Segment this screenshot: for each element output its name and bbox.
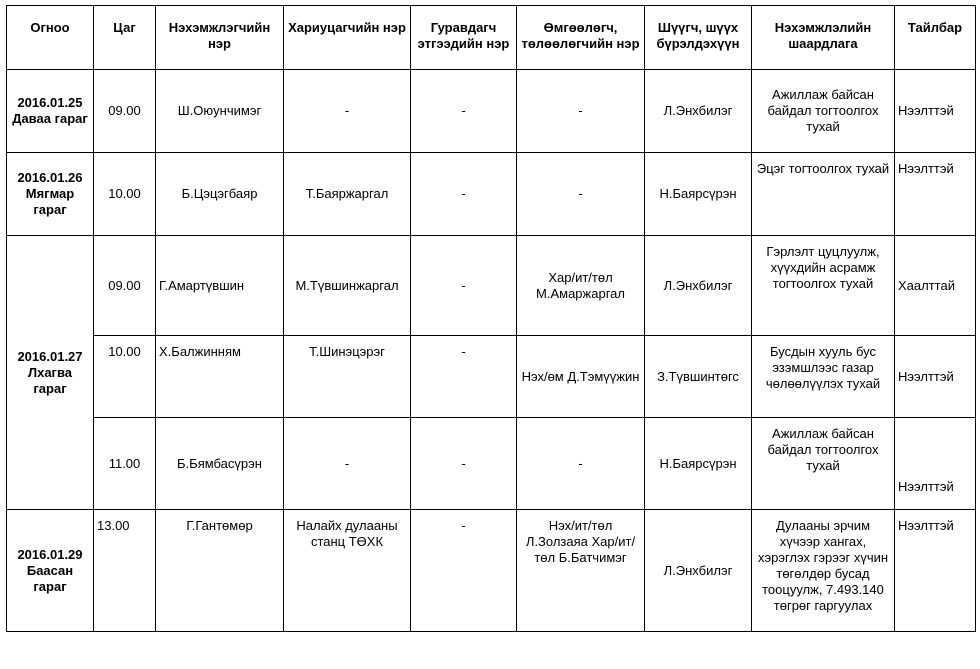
plaintiff-cell: Г.Амартүвшин [156,236,284,336]
header-claim: Нэхэмжлэлийн шаардлага [752,6,895,70]
header-note: Тайлбар [895,6,976,70]
time-cell: 09.00 [94,236,156,336]
header-third-party: Гуравдагч этгээдийн нэр [411,6,517,70]
representative-cell: Нэх/ит/төл Л.Золзаяа Хар/ит/төл Б.Батчимэг [517,510,645,632]
note-cell: Нээлттэй [895,510,976,632]
judge-cell: Л.Энхбилэг [645,510,752,632]
time-cell: 09.00 [94,70,156,153]
claim-cell: Ажиллаж байсан байдал тогтоолгох тухай [752,70,895,153]
note-cell: Нээлттэй [895,418,976,510]
claim-cell: Гэрлэлт цуцлуулж, хүүхдийн асрамж тогтоолгох тухай [752,236,895,336]
defendant-cell: Налайх дулааны станц ТӨХК [284,510,411,632]
table-row [7,510,976,632]
header-date: Огноо [7,6,94,70]
time-cell: 11.00 [94,418,156,510]
claim-cell: Ажиллаж байсан байдал тогтоолгох тухай [752,418,895,510]
note-cell: Хаалттай [895,236,976,336]
plaintiff-cell: Х.Балжинням [156,336,284,418]
claim-cell: Бусдын хууль бус эзэмшлээс газар чөлөөлүүлэх тухай [752,336,895,418]
third-party-cell: - [411,70,517,153]
third-party-cell: - [411,236,517,336]
table-row [7,153,976,236]
date-cell: 2016.01.29 Баасан гараг [7,510,94,632]
plaintiff-cell: Б.Цэцэгбаяр [156,153,284,236]
table-row [7,236,976,336]
claim-cell: Эцэг тогтоолгох тухай [752,153,895,236]
header-judge: Шүүгч, шүүх бүрэлдэхүүн [645,6,752,70]
representative-cell: Нэх/өм Д.Тэмүүжин [517,336,645,418]
plaintiff-cell: Ш.Оюунчимэг [156,70,284,153]
representative-cell: - [517,70,645,153]
judge-cell: Л.Энхбилэг [645,70,752,153]
third-party-cell: - [411,153,517,236]
note-cell: Нээлттэй [895,70,976,153]
table-row [7,418,976,510]
table-row [7,336,976,418]
representative-cell: - [517,418,645,510]
time-cell: 10.00 [94,336,156,418]
defendant-cell: Т.Баяржаргал [284,153,411,236]
judge-cell: Н.Баярсүрэн [645,418,752,510]
date-cell: 2016.01.26 Мягмар гараг [7,153,94,236]
time-cell: 10.00 [94,153,156,236]
header-plaintiff: Нэхэмжлэгчийн нэр [156,6,284,70]
defendant-cell: М.Түвшинжаргал [284,236,411,336]
defendant-cell: - [284,418,411,510]
defendant-cell: Т.Шинэцэрэг [284,336,411,418]
court-schedule-table [6,5,976,632]
note-cell: Нээлттэй [895,153,976,236]
date-cell: 2016.01.25 Даваа гараг [7,70,94,153]
table-row [7,70,976,153]
third-party-cell: - [411,418,517,510]
defendant-cell: - [284,70,411,153]
representative-cell: Хар/ит/төл М.Амаржаргал [517,236,645,336]
judge-cell: З.Түвшинтөгс [645,336,752,418]
date-cell: 2016.01.27 Лхагва гараг [7,236,94,510]
time-cell: 13.00 [94,510,156,632]
claim-cell: Дулааны эрчим хүчээр хангах, хэрэглэх гэрээг хүчин төгөлдөр бусад тооцуулж, 7.493.140 төгрөг гаргуулах [752,510,895,632]
judge-cell: Л.Энхбилэг [645,236,752,336]
note-cell: Нээлттэй [895,336,976,418]
judge-cell: Н.Баярсүрэн [645,153,752,236]
header-defendant: Хариуцагчийн нэр [284,6,411,70]
third-party-cell: - [411,510,517,632]
plaintiff-cell: Б.Бямбасүрэн [156,418,284,510]
third-party-cell: - [411,336,517,418]
header-representative: Өмгөөлөгч, төлөөлөгчийн нэр [517,6,645,70]
representative-cell: - [517,153,645,236]
header-row [7,6,976,70]
plaintiff-cell: Г.Гантөмөр [156,510,284,632]
header-time: Цаг [94,6,156,70]
